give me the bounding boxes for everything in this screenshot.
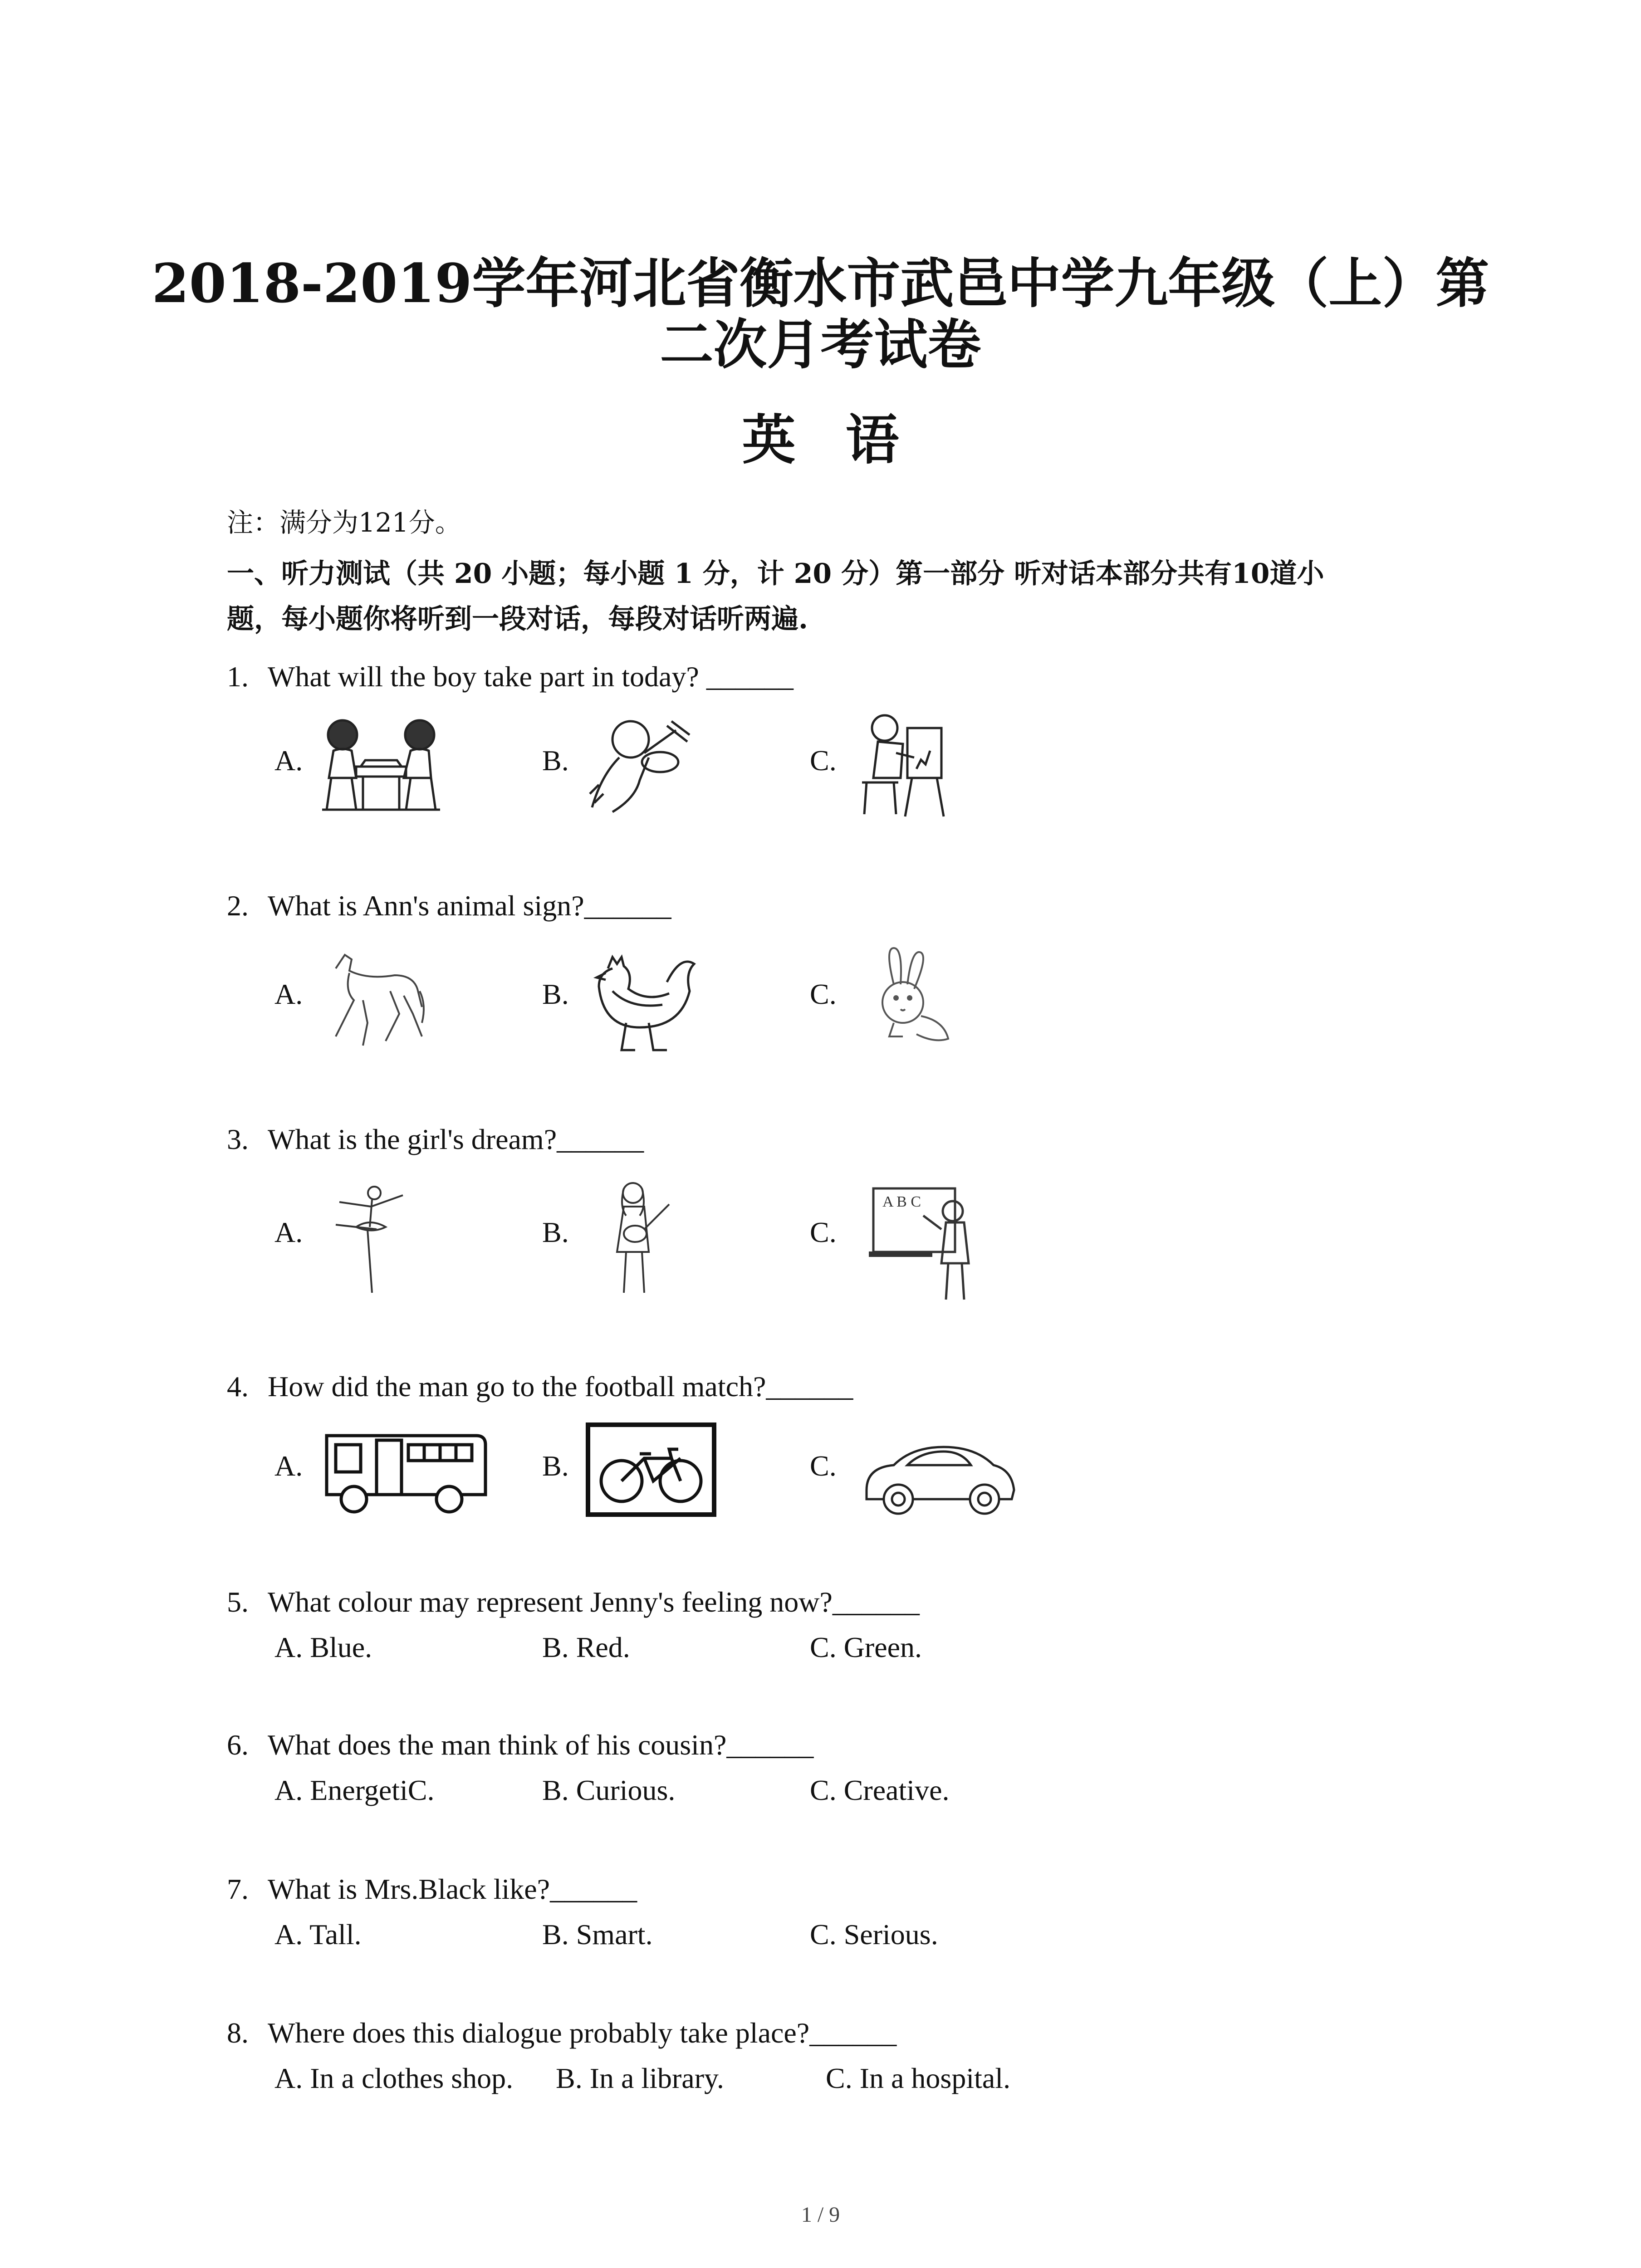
question-text: What will the boy take part in today? ______ (268, 660, 794, 693)
teacher-blackboard-icon (864, 1179, 987, 1302)
q6-option-b: B. Curious. (542, 1774, 676, 1806)
exam-title-line2: 二次月考试卷 (660, 313, 981, 376)
q2-option-b-label: B. (542, 978, 569, 1010)
guitar-player-icon (599, 1175, 676, 1297)
bus-icon (318, 1427, 490, 1517)
question-number: 2. (227, 890, 249, 922)
q1-option-c-label: C. (810, 744, 837, 777)
question-4 (227, 1370, 853, 1403)
car-icon (857, 1431, 1021, 1522)
rooster-icon (585, 946, 703, 1059)
q3-option-c-label: C. (810, 1216, 837, 1248)
q5-option-a: A. Blue. (274, 1631, 372, 1663)
q7-option-b: B. Smart. (542, 1918, 653, 1950)
q2-option-a-label: A. (274, 978, 303, 1010)
painter-easel-icon (853, 710, 948, 819)
question-number: 6. (227, 1729, 249, 1761)
ballet-dancer-icon (318, 1175, 422, 1297)
exam-title-line1: 2018-2019学年河北省衡水市武邑中学九年级（上）第 (152, 252, 1489, 315)
q3-option-b-label: B. (542, 1216, 569, 1248)
page-number: 1 / 9 (801, 2203, 840, 2227)
question-7 (227, 1872, 637, 1906)
question-text: What colour may represent Jenny's feeling now?______ (268, 1586, 920, 1618)
question-number: 3. (227, 1123, 249, 1155)
q8-option-b: B. In a library. (556, 2062, 724, 2094)
question-text: How did the man go to the football match?______ (268, 1370, 853, 1403)
violinist-icon (576, 712, 703, 816)
question-number: 1. (227, 660, 249, 693)
q6-option-a: A. EnergetiC. (274, 1774, 435, 1806)
section-heading-line2: 题，每小题你将听到一段对话，每段对话听两遍. (227, 603, 808, 635)
q8-option-a: A. In a clothes shop. (274, 2062, 514, 2094)
subject-title: 英语 (742, 408, 949, 471)
question-text: What does the man think of his cousin?______ (268, 1729, 814, 1761)
question-text: What is the girl's dream?______ (268, 1123, 644, 1155)
question-5 (227, 1585, 920, 1619)
q8-option-c: C. In a hospital. (826, 2062, 1011, 2094)
q5-option-b: B. Red. (542, 1631, 630, 1663)
question-3 (227, 1123, 644, 1156)
q3-option-a-label: A. (274, 1216, 303, 1248)
question-number: 8. (227, 2017, 249, 2049)
q2-option-c-label: C. (810, 978, 837, 1010)
q5-option-c: C. Green. (810, 1631, 922, 1663)
q7-option-c: C. Serious. (810, 1918, 938, 1950)
rabbit-icon (857, 943, 953, 1052)
question-2 (227, 889, 671, 923)
question-8 (227, 2016, 896, 2050)
question-text: What is Mrs.Black like?______ (268, 1873, 637, 1905)
question-6 (227, 1728, 813, 1762)
question-text: Where does this dialogue probably take place?______ (268, 2017, 897, 2049)
q7-option-a: A. Tall. (274, 1918, 362, 1950)
q4-option-a-label: A. (274, 1450, 303, 1482)
chess-players-icon (313, 712, 449, 816)
question-number: 5. (227, 1586, 249, 1618)
bicycle-icon (585, 1422, 717, 1517)
q4-option-c-label: C. (810, 1450, 837, 1482)
svg-text:A B C: A B C (882, 1193, 921, 1210)
question-number: 7. (227, 1873, 249, 1905)
q1-option-b-label: B. (542, 744, 569, 777)
q4-option-b-label: B. (542, 1450, 569, 1482)
q6-option-c: C. Creative. (810, 1774, 950, 1806)
score-note: 注：满分为121分。 (227, 507, 461, 538)
horse-icon (318, 941, 431, 1055)
section-heading-line1: 一、听力测试（共 20 小题；每小题 1 分，计 20 分）第一部分 听对话本部分共有10道小 (227, 558, 1324, 590)
question-1 (227, 660, 794, 694)
q1-option-a-label: A. (274, 744, 303, 777)
question-text: What is Ann's animal sign?______ (268, 890, 671, 922)
question-number: 4. (227, 1370, 249, 1403)
